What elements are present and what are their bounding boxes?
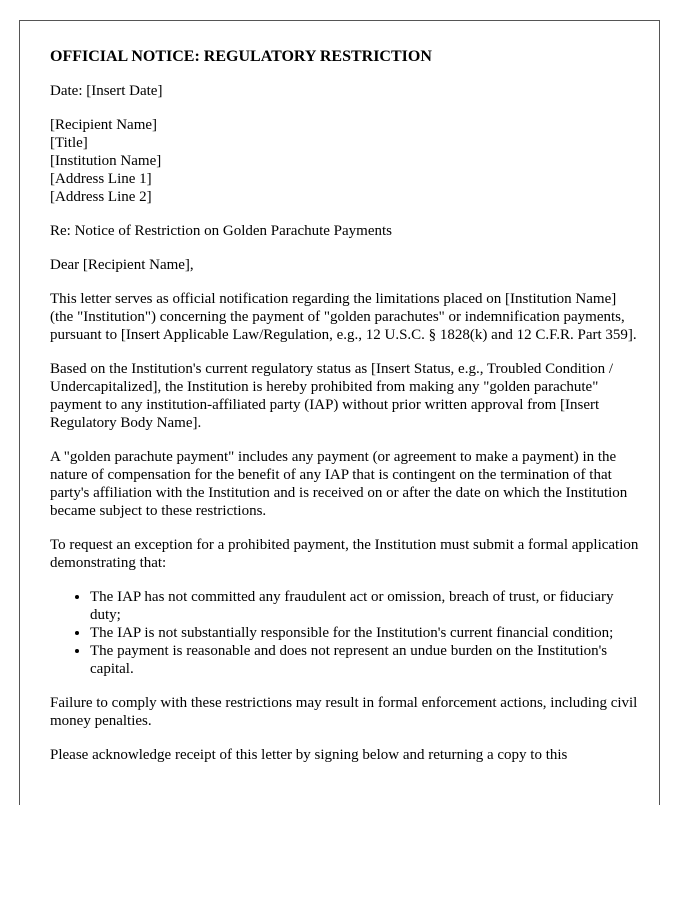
recipient-title-line: [Title] xyxy=(50,135,88,151)
institution-name-line: [Institution Name] xyxy=(50,153,162,169)
paragraph-acknowledgement: Please acknowledge receipt of this letter by signing below and returning a copy to this xyxy=(50,747,568,763)
address-line-1: [Address Line 1] xyxy=(50,171,152,187)
salutation: Dear [Recipient Name], xyxy=(50,257,194,273)
exception-conditions-list xyxy=(50,588,640,678)
list-item: • The payment is reasonable and does not represent an undue burden on the Institution's capital. xyxy=(90,642,640,678)
paragraph-definition: A "golden parachute payment" includes any payment (or agreement to make a payment) in the nature of compensation for the benefit of any IAP that is contingent on the termination of that party's affiliation with the Institution and is received on or after the date on which the Institution became subject to these restrictions. xyxy=(50,449,628,519)
paragraph-prohibition: Based on the Institution's current regulatory status as [Insert Status, e.g., Troubled Condition / Undercapitalized], the Institution is hereby prohibited from making any "golden parachute" payment to any institution-affiliated party (IAP) without prior written approval from [Insert Regulatory Body Name]. xyxy=(50,361,614,431)
letter-body xyxy=(50,47,640,780)
letter-page xyxy=(19,20,660,805)
notice-title: OFFICIAL NOTICE: REGULATORY RESTRICTION xyxy=(50,48,432,65)
paragraph-notification: This letter serves as official notification regarding the limitations placed on [Institution Name] (the "Institution") concerning the payment of "golden parachutes" or indemnification payments, pursuant to [Insert Applicable Law/Regulation, e.g., 12 U.S.C. § 1828(k) and 12 C.F.R. Part 359]. xyxy=(50,291,637,343)
paragraph-enforcement: Failure to comply with these restrictions may result in formal enforcement actions, including civil money penalties. xyxy=(50,695,638,729)
address-line-2: [Address Line 2] xyxy=(50,189,152,205)
list-item: • The IAP has not committed any fraudulent act or omission, breach of trust, or fiduciary duty; xyxy=(90,588,640,624)
paragraph-exception-request: To request an exception for a prohibited payment, the Institution must submit a formal application demonstrating that: xyxy=(50,537,639,571)
recipient-name-line: [Recipient Name] xyxy=(50,117,158,133)
recipient-address-block xyxy=(50,116,640,206)
date-line: Date: [Insert Date] xyxy=(50,83,163,99)
subject-line: Re: Notice of Restriction on Golden Parachute Payments xyxy=(50,223,393,239)
list-item: • The IAP is not substantially responsible for the Institution's current financial condition; xyxy=(90,624,640,642)
